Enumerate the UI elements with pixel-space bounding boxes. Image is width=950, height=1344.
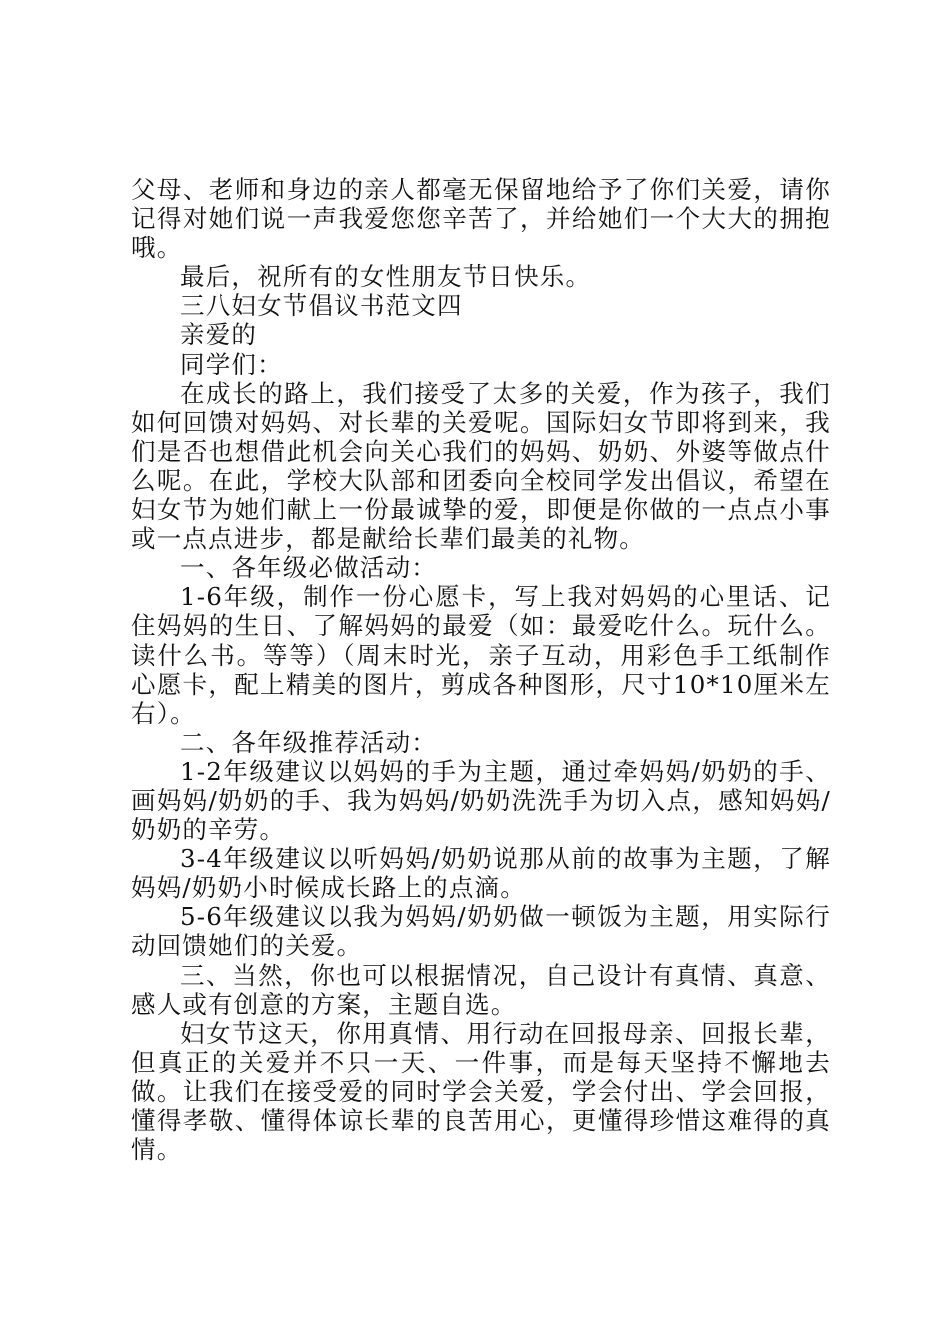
paragraph-grade-5-6: 5-6年级建议以我为妈妈/奶奶做一顿饭为主题，用实际行动回馈她们的关爱。 (131, 902, 831, 961)
salutation-line-1: 亲爱的 (180, 320, 258, 350)
heading-required-activities: 一、各年级必做活动： (180, 553, 437, 583)
paragraph-conclusion: 妇女节这天，你用真情、用行动在回报母亲、回报长辈，但真正的关爱并不只一天、一件事，而是每天坚持不懈地去做。让我们在接受爱的同时学会关爱，学会付出、学会回报，懂得孝敬、懂得体谅长辈的良苦用心，更懂得珍惜这难得的真情。 (131, 1018, 831, 1165)
paragraph-introduction: 在成长的路上，我们接受了太多的关爱，作为孩子，我们如何回馈对妈妈、对长辈的关爱呢。国际妇女节即将到来，我们是否也想借此机会向关心我们的妈妈、奶奶、外婆等做点什么呢。在此，学校大队部和团委向全校同学发出倡议，希望在妇女节为她们献上一份最诚挚的爱，即便是你做的一点点小事或一点点进步，都是献给长辈们最美的礼物。 (131, 378, 831, 554)
paragraph-grade-3-4: 3-4年级建议以听妈妈/奶奶说那从前的故事为主题，了解妈妈/奶奶小时候成长路上的点滴。 (131, 844, 831, 903)
paragraph-wish-card: 1-6年级，制作一份心愿卡，写上我对妈妈的心里话、记住妈妈的生日、了解妈妈的最爱（如：最爱吃什么。玩什么。读什么书。等等）（周末时光，亲子互动，用彩色手工纸制作心愿卡，配上精美的图片，剪成各种图形，尺寸10*10厘米左右）。 (131, 582, 831, 728)
paragraph-festival-wishes: 最后，祝所有的女性朋友节日快乐。 (180, 262, 592, 292)
salutation-line-2: 同学们： (180, 349, 283, 379)
paragraph-closing-continuation: 父母、老师和身边的亲人都毫无保留地给予了你们关爱，请你记得对她们说一声我爱您您辛苦了，并给她们一个大大的拥抱哦。 (131, 175, 831, 263)
paragraph-grade-1-2: 1-2年级建议以妈妈的手为主题，通过牵妈妈/奶奶的手、画妈妈/奶奶的手、我为妈妈/奶奶洗洗手为切入点，感知妈妈/奶奶的辛劳。 (131, 756, 831, 845)
heading-recommended-activities: 二、各年级推荐活动： (180, 727, 437, 757)
document-body (131, 175, 831, 1164)
paragraph-custom-plan: 三、当然，你也可以根据情况，自己设计有真情、真意、感人或有创意的方案，主题自选。 (131, 960, 831, 1019)
section-heading: 三八妇女节倡议书范文四 (180, 291, 463, 321)
